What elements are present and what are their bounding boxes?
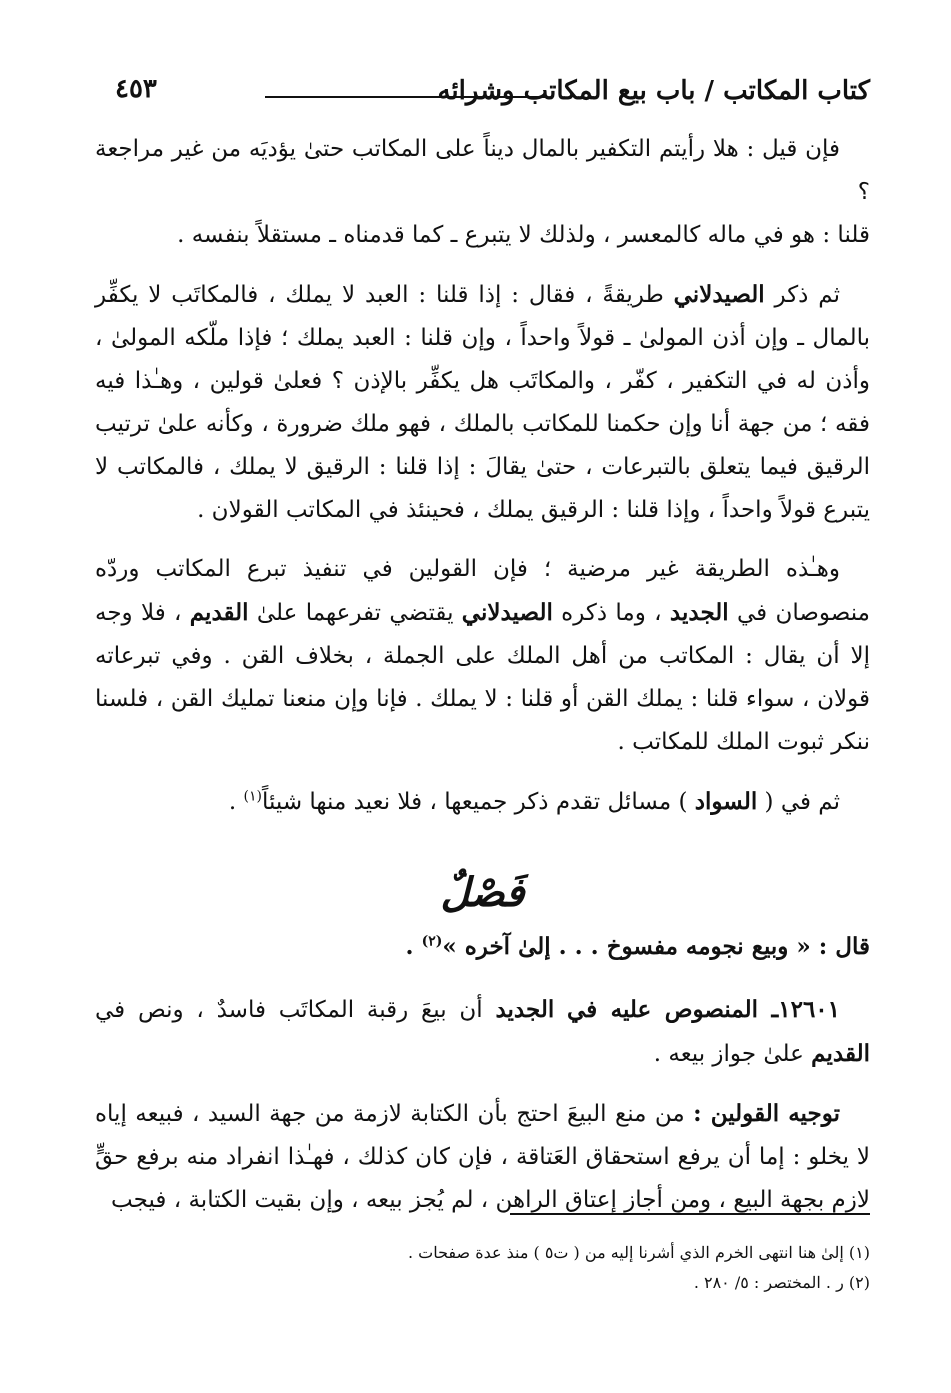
paragraph-12601 — [95, 988, 870, 1076]
text-run: ثم ذكر — [774, 282, 841, 308]
page-number: ٤٥٣ — [115, 74, 157, 104]
issue-number: ١٢٦٠١ـ المنصوص عليه في — [567, 996, 841, 1023]
text-run: علىٰ جواز بيعه . — [653, 1041, 804, 1067]
header-rule — [265, 96, 547, 98]
text-run: . — [405, 933, 414, 960]
paragraph-sawad — [95, 780, 870, 824]
bold-term: الجديد — [495, 996, 555, 1023]
text-run: وهـٰذه الطريقة غير مرضية ؛ فإن القولين في تنفيذ تبرع المكاتب وردّه منصوصان في — [95, 556, 870, 626]
text-run: ) مسائل تقدم ذكر جميعها ، فلا نعيد منها شيئاً — [261, 789, 688, 815]
quoted-text: قال : « وبيع نجومه مفسوخ . . . إلىٰ آخره » — [442, 933, 870, 960]
paragraph-saydalani-method — [95, 273, 870, 532]
quoted-text-line — [95, 922, 870, 972]
text-run: ، وما ذكره — [561, 600, 662, 626]
objection-line: فإن قيل : هلا رأيتم التكفير بالمال ديناً على المكاتب حتىٰ يؤديَه من غير مراجعة ؟ — [95, 136, 870, 205]
bold-name: الصيدلاني — [461, 599, 553, 626]
bold-name: الصيدلاني — [673, 281, 765, 308]
paragraph-answer — [95, 214, 870, 257]
text-run: ، فلا وجه إلا أن يقال : المكاتب من أهل الملك على الجملة ، بخلاف القن . وفي تبرعاته قولان ، سواء قلنا : يملك القن أو قلنا : لا يملك . فإنا وإن منعنا تمليك القن ، فلسنا ننكر ثبوت الملك للمكاتب . — [95, 600, 870, 755]
footnote-ref[interactable]: (٢) — [421, 933, 443, 950]
running-header-title: كتاب المكاتب / باب بيع المكاتب وشرائه — [437, 76, 870, 106]
footnote-1: (١) إلىٰ هنا انتهى الخرم الذي أشرنا إليه من ( ت٥ ) منذ عدة صفحات . — [407, 1243, 870, 1262]
text-run: أن بيعَ رقبة المكاتَب فاسدٌ ، ونص في — [95, 997, 483, 1023]
bold-term: القديم — [189, 599, 249, 626]
main-text — [95, 128, 870, 1222]
section-heading: فَصْلٌ — [440, 869, 525, 916]
bold-term: القديم — [811, 1040, 870, 1067]
footnote-2: (٢) ر . المختصر : ٥/ ٢٨٠ . — [693, 1273, 870, 1292]
running-header — [95, 72, 870, 116]
paragraph-two-opinions — [95, 1092, 870, 1222]
bold-term: السواد — [694, 788, 758, 815]
text-run: ثم في ( — [764, 789, 840, 815]
paragraph-objection — [95, 128, 870, 214]
bold-lead: توجيه القولين : — [693, 1100, 840, 1127]
footnote-ref[interactable]: (١) — [243, 788, 262, 805]
bold-term: الجديد — [669, 599, 729, 626]
paragraph-refutation — [95, 548, 870, 764]
answer-line: قلنا : هو في ماله كالمعسر ، ولذلك لا يتبرع ـ كما قدمناه ـ مستقلاً بنفسه . — [177, 222, 870, 248]
text-run: طريقةً ، فقال : إذا قلنا : العبد لا يملك ، فالمكاتَب لا يكفِّر بالمال ـ وإن أذن المولىٰ ـ قولاً واحداً ، وإن قلنا : العبد يملك ؛ فإذا ملّكه المولىٰ ، وأذن له في التكفير ، كفّر ، والمكاتَب هل يكفِّر بالإذن ؟ فعلىٰ قولين ، وهـٰذا فيه فقه ؛ من جهة أنا وإن حكمنا للمكاتب بالملك ، فهو ملك ضرورة ، وكأنه علىٰ ترتيب الرقيق فيما يتعلق بالتبرعات ، حتىٰ يقالَ : إذا قلنا : الرقيق لا يملك ، فالمكاتب لا يتبرع قولاً واحداً ، وإذا قلنا : الرقيق يملك ، فحينئذ في المكاتب القولان . — [95, 282, 870, 523]
footnote-separator — [510, 1213, 870, 1215]
text-run: من منع البيعَ احتج بأن الكتابة لازمة من جهة السيد ، فبيعه إياه لا يخلو : إما أن يرفع استحقاق العَتاقة ، فإن كان كذلك ، فهـٰذا انفراد منه برفع حقٍّ لازم بجهة البيع ، ومن أجاز إعتاق الراهن ، لم يُجز بيعه ، وإن بقيت الكتابة ، فيجب — [95, 1101, 870, 1213]
text-run: . — [228, 789, 237, 815]
text-run: يقتضي تفرعهما علىٰ — [256, 600, 454, 626]
footnotes — [95, 1238, 870, 1298]
